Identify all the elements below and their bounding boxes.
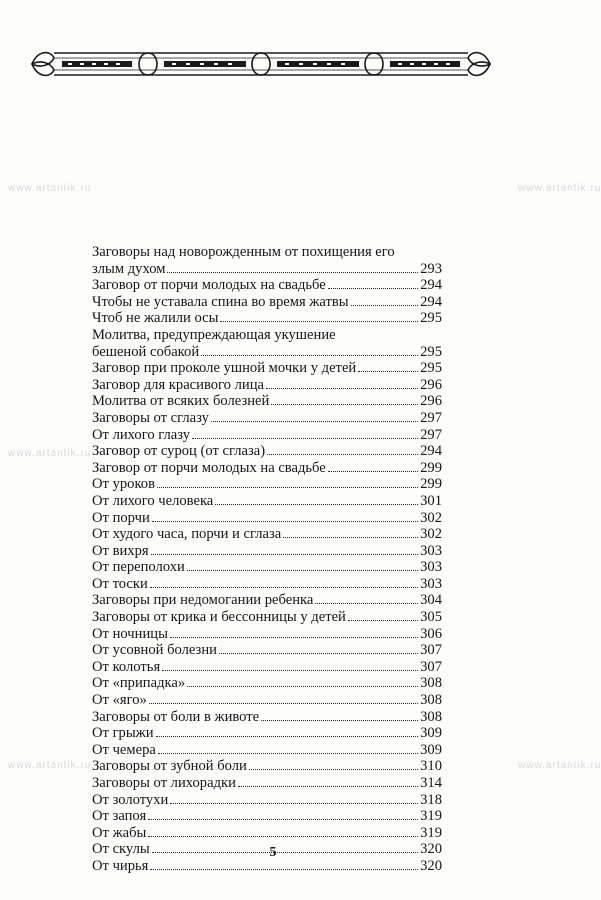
toc-entry	[92, 526, 442, 543]
toc-entry-title: От уроков	[92, 476, 155, 493]
dot-leader	[220, 321, 418, 322]
toc-entry	[92, 294, 442, 311]
page-number: 5	[269, 845, 277, 860]
dot-leader	[150, 587, 418, 588]
toc-entry-page: 294	[420, 293, 442, 310]
dot-leader	[271, 404, 418, 405]
watermark: www.artantik.ru	[518, 183, 601, 194]
dot-leader	[201, 355, 418, 356]
toc-entry	[92, 692, 442, 709]
dot-leader	[162, 670, 418, 671]
toc-entry-title: Заговоры от боли в животе	[92, 708, 260, 725]
toc-entry-page: 307	[420, 642, 442, 659]
toc-entry-page: 308	[420, 708, 442, 725]
toc-entry-page: 320	[420, 841, 442, 858]
toc-entry-page: 295	[420, 360, 442, 377]
toc-entry-page: 318	[420, 791, 442, 808]
toc-entry	[92, 825, 442, 842]
dot-leader	[151, 554, 419, 555]
toc-entry	[92, 377, 442, 394]
toc-entry-page: 308	[420, 692, 442, 709]
watermark: www.artantik.ru	[518, 760, 601, 771]
dot-leader	[215, 504, 418, 505]
toc-entry-title: От лихого глазу	[92, 426, 191, 443]
toc-entry-page: 297	[420, 409, 442, 426]
toc-entry	[92, 642, 442, 659]
toc-entry-page: 296	[420, 376, 442, 393]
toc-entry-page: 303	[420, 575, 442, 592]
toc-entry	[92, 493, 442, 510]
toc-entry-page: 304	[420, 592, 442, 609]
toc-entry	[92, 393, 442, 410]
toc-entry	[92, 510, 442, 527]
dot-leader	[211, 421, 418, 422]
dot-leader	[157, 487, 418, 488]
toc-entry	[92, 410, 442, 427]
toc-entry-title: От «припадка»	[92, 675, 186, 692]
toc-entry-page: 294	[420, 277, 442, 294]
toc-entry-title: От вихря	[92, 542, 149, 559]
toc-entry-title: Заговор от порчи молодых на свадьбе	[92, 277, 326, 294]
toc-entry-title: От колотья	[92, 658, 161, 675]
toc-entry-title: От порчи	[92, 509, 150, 526]
toc-entry	[92, 427, 442, 444]
watermark: www.artantik.ru	[8, 183, 92, 194]
dot-leader	[358, 371, 418, 372]
dot-leader	[158, 753, 418, 754]
toc-entry-page: 303	[420, 559, 442, 576]
dot-leader	[148, 819, 418, 820]
toc-entry	[92, 609, 442, 626]
toc-entry-title: Чтоб не жалили осы	[92, 310, 219, 327]
dot-leader	[266, 388, 418, 389]
dot-leader	[192, 438, 418, 439]
toc-entry-title: Чтобы не уставала спина во время жатвы	[92, 293, 349, 310]
toc-entry-title: Заговоры от зубной боли	[92, 758, 247, 775]
dot-leader	[187, 686, 418, 687]
toc-entry-title: Молитва от всяких болезней	[92, 393, 270, 410]
toc-entry	[92, 327, 442, 360]
toc-entry	[92, 576, 442, 593]
dot-leader	[267, 454, 418, 455]
dot-leader	[328, 471, 418, 472]
toc-entry-page: 308	[420, 675, 442, 692]
toc-entry-title: От «яго»	[92, 692, 147, 709]
toc-entry-title: Заговор от суроц (от сглаза)	[92, 443, 266, 460]
toc-entry	[92, 244, 442, 277]
toc-entry	[92, 443, 442, 460]
toc-entry-title: От лихого человека	[92, 492, 214, 509]
toc-entry	[92, 310, 442, 327]
toc-entry-title: Заговор при проколе ушной мочки у детей	[92, 360, 357, 377]
toc-entry	[92, 559, 442, 576]
dot-leader	[328, 288, 418, 289]
toc-entry-title: От усовной болезни	[92, 642, 217, 659]
toc-entry-page: 295	[420, 310, 442, 327]
dot-leader	[261, 720, 418, 721]
toc-entry-title: От чемера	[92, 741, 156, 758]
toc-entry-page: 320	[420, 857, 442, 874]
toc-entry	[92, 626, 442, 643]
toc-entry	[92, 709, 442, 726]
dot-leader	[219, 653, 418, 654]
toc-entry	[92, 592, 442, 609]
toc-entry-title: От ночницы	[92, 625, 168, 642]
toc-entry-title: Заговор для красивого лица	[92, 376, 264, 393]
toc-entry-title: Заговоры от крика и бессонницы у детей	[92, 609, 346, 626]
toc-entry-page: 309	[420, 725, 442, 742]
toc-entry-page: 299	[420, 476, 442, 493]
dot-leader	[170, 637, 418, 638]
toc-entry-title: Заговор от порчи молодых на свадьбе	[92, 459, 326, 476]
dot-leader	[150, 869, 418, 870]
decorative-border-ornament	[28, 44, 494, 84]
toc-entry-page: 319	[420, 824, 442, 841]
toc-entry-page: 307	[420, 658, 442, 675]
toc-entry-page: 305	[420, 609, 442, 626]
dot-leader	[187, 570, 418, 571]
toc-entry-page: 302	[420, 509, 442, 526]
toc-entry-page: 294	[420, 443, 442, 460]
toc-entry-title: От золотухи	[92, 791, 169, 808]
dot-leader	[348, 620, 418, 621]
dot-leader	[170, 803, 418, 804]
toc-entry-page: 299	[420, 459, 442, 476]
dot-leader	[148, 836, 418, 837]
watermark: www.artantik.ru	[8, 448, 92, 459]
toc-entry-page: 314	[420, 775, 442, 791]
toc-entry-page: 306	[420, 625, 442, 642]
toc-entry-title-line: Молитва, предупреждающая укушение	[92, 326, 336, 343]
toc-entry-title: Заговоры от лихорадки	[92, 775, 236, 791]
toc-entry-page: 310	[420, 758, 442, 775]
dot-leader	[249, 769, 418, 770]
toc-entry-title-line: Заговоры над новорожденным от похищения его	[92, 244, 395, 260]
toc-entry-page: 303	[420, 542, 442, 559]
toc-entry	[92, 675, 442, 692]
toc-entry	[92, 543, 442, 560]
toc-entry-title: От грыжи	[92, 725, 154, 742]
watermark: www.artantik.ru	[8, 760, 92, 771]
dot-leader	[167, 272, 418, 273]
dot-leader	[315, 603, 418, 604]
toc-entry-title: Заговоры от сглазу	[92, 409, 209, 426]
dot-leader	[152, 521, 418, 522]
toc-entry-page: 295	[420, 343, 442, 360]
dot-leader	[149, 703, 418, 704]
toc-entry	[92, 792, 442, 809]
dot-leader	[283, 537, 418, 538]
toc-entry-title: От скулы	[92, 841, 150, 858]
toc-entry	[92, 742, 442, 759]
dot-leader	[238, 786, 418, 787]
toc-entry	[92, 659, 442, 676]
toc-entry-title: От запоя	[92, 808, 147, 825]
toc-entry-title: злым духом	[92, 260, 166, 277]
toc-entry-page: 302	[420, 526, 442, 543]
toc-entry	[92, 758, 442, 775]
toc-entry-page: 301	[420, 492, 442, 509]
toc-entry-page: 293	[420, 260, 442, 277]
toc-entry	[92, 360, 442, 377]
toc-entry-title: Заговоры при недомогании ребенка	[92, 592, 314, 609]
dot-leader	[351, 305, 419, 306]
table-of-contents	[92, 244, 442, 875]
toc-entry	[92, 775, 442, 792]
toc-entry-title: От жабы	[92, 824, 147, 841]
toc-entry-page: 297	[420, 426, 442, 443]
toc-entry-title: бешеной собакой	[92, 343, 200, 360]
toc-entry-title: От худого часа, порчи и сглаза	[92, 526, 282, 543]
toc-entry	[92, 808, 442, 825]
toc-entry-page: 309	[420, 741, 442, 758]
toc-entry	[92, 277, 442, 294]
toc-entry	[92, 460, 442, 477]
toc-entry-title: От переполохи	[92, 559, 185, 576]
toc-entry	[92, 476, 442, 493]
dot-leader	[156, 736, 419, 737]
toc-entry-page: 319	[420, 808, 442, 825]
toc-entry-page: 296	[420, 393, 442, 410]
toc-entry	[92, 725, 442, 742]
toc-entry-title: От чирья	[92, 857, 149, 874]
toc-entry-title: От тоски	[92, 575, 148, 592]
